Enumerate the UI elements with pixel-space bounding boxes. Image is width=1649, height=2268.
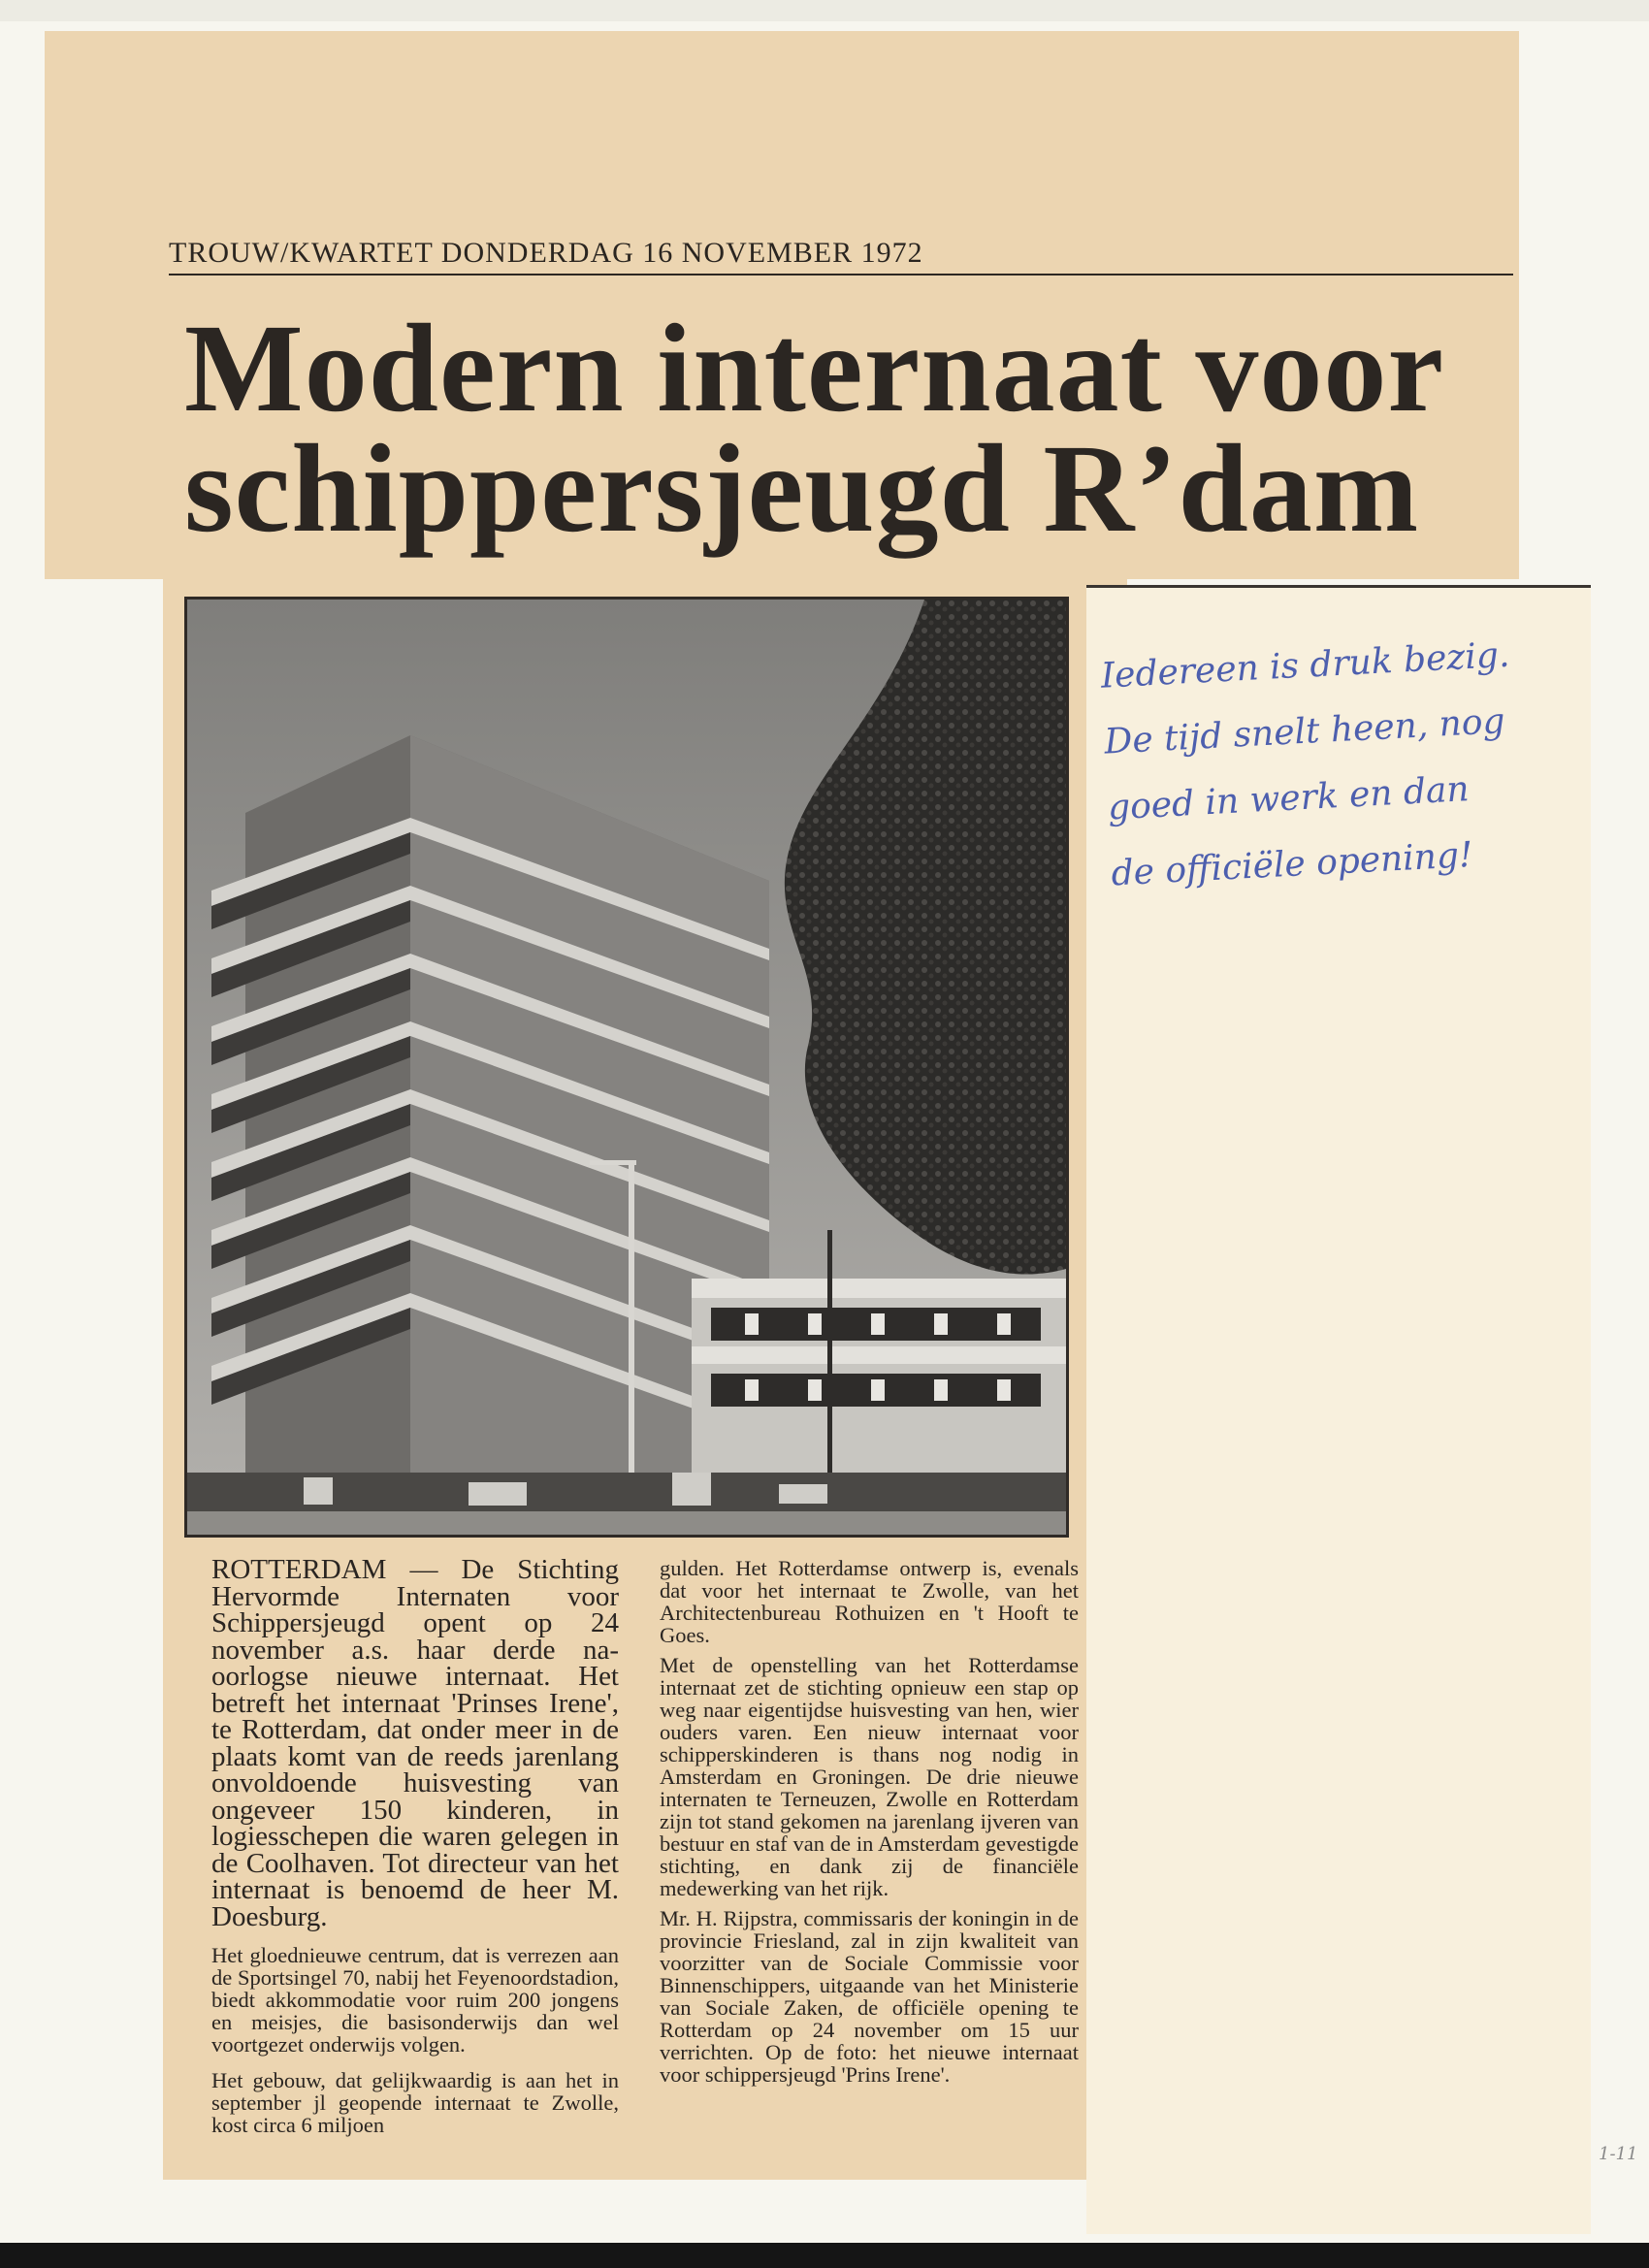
article-paragraph-3: Het gebouw, dat gelijkwaardig is aan het in september jl geopende internaat te Zwolle, kost circa 6 miljoen xyxy=(211,2068,619,2137)
article-column-right xyxy=(660,1557,1079,2093)
article-column-left xyxy=(211,1554,619,2144)
handwritten-note xyxy=(1099,618,1617,908)
article-paragraph-2: Het gloednieuwe centrum, dat is verrezen aan de Sportsingel 70, nabij het Feyenoordstadion, biedt akkommodatie voor ruim 200 jongens en meisjes, die basisonderwijs dan wel voortgezet onderwijs volgen. xyxy=(211,1943,619,2057)
page-top-edge xyxy=(0,0,1649,21)
note-line-3: goed in werk en dan xyxy=(1107,769,1471,828)
article-paragraph-4: gulden. Het Rotterdamse ontwerp is, evenals dat voor het internaat te Zwolle, van het Architectenbureau Rothuizen en 't Hooft te Goes. xyxy=(660,1556,1079,1647)
note-line-1: Iedereen is druk bezig. xyxy=(1099,634,1511,697)
building-photo-illustration xyxy=(187,599,1066,1535)
article-photo xyxy=(184,597,1069,1538)
article-paragraph-5: Met de openstelling van het Rotterdamse internaat zet de stichting opnieuw een stap op weg naar eigentijdse huisvesting van hen, wier ouders varen. Een nieuw internaat voor schipperskinderen is thans nog nodig in Amsterdam en Groningen. De drie nieuwe internaten te Terneuzen, Zwolle en Rotterdam zijn tot stand gekomen na jarenlang ijveren van bestuur en staf van de in Amsterdam gevestigde stichting, en dank zij de financiële medewerking van het rijk. xyxy=(660,1653,1079,1900)
scan-bottom-border xyxy=(0,2243,1649,2268)
note-line-4: de officiële opening! xyxy=(1110,834,1474,894)
newspaper-masthead: TROUW/KWARTET DONDERDAG 16 NOVEMBER 1972 xyxy=(169,233,1513,275)
page-number-mark: 1-11 xyxy=(1599,2144,1638,2164)
headline-line-2: schippersjeugd R’dam xyxy=(184,419,1420,559)
note-paper-top-edge xyxy=(1086,585,1591,588)
article-headline xyxy=(184,299,1504,559)
article-paragraph-intro: ROTTERDAM — De Stichting Hervormde Internaten voor Schippersjeugd opent op 24 november a.s. haar derde na-oorlogse nieuwe internaat. Het betreft het internaat 'Prinses Irene', te Rotterdam, dat onder meer in de plaats komt van de reeds jarenlang onvoldoende huisvesting van ongeveer 150 kinderen, in logiesschepen die waren gelegen in de Coolhaven. Tot directeur van het internaat is benoemd de heer M. Doesburg. xyxy=(211,1554,619,1932)
note-line-2: De tijd snelt heen, nog xyxy=(1103,701,1506,762)
article-paragraph-6: Mr. H. Rijpstra, commissaris der koningin in de provincie Friesland, zal in zijn kwaliteit van voorzitter van de Sociale Commissie voor Binnenschippers, uitgaande van het Ministerie van Sociale Zaken, de officiële opening te Rotterdam op 24 november om 15 uur verrichten. Op de foto: het nieuwe internaat voor schippersjeugd 'Prins Irene'. xyxy=(660,1906,1079,2087)
headline-line-1: Modern internaat voor xyxy=(184,299,1445,438)
